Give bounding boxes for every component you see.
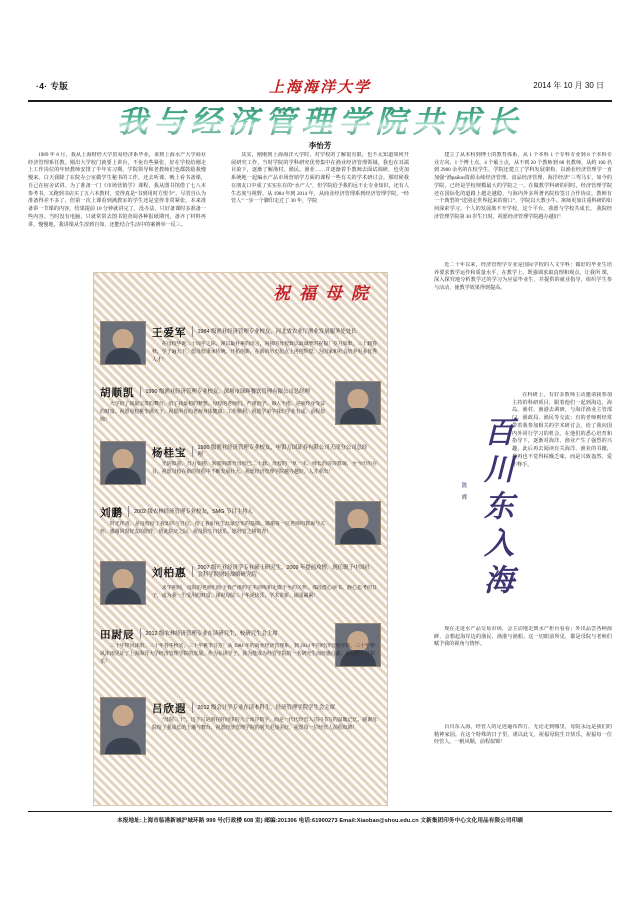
right-column-para-4-text: 百川东入海，经管人的足迹遍布四方。无论走到哪里，母院永远是我们的精神家园。在这个特殊的日子里，谨以此文，祝福母院生日快乐，祝福每一位经管人，一帆风顺，前程似锦！ [434, 724, 612, 746]
alumni-header [152, 323, 381, 341]
alumni-message: 求学期间，母院的老师们给予我严谨的学术训练和无微不至的关怀。那段潜心读书、静心思考的日子，成为我一生受用的财富。谨祝母院三十华诞快乐，学术常新、硕果累累！ [152, 586, 377, 599]
alumni-message: 时光荏苒，是母校给了我知识与自信，给了我职业生涯最坚实的基础。感谢每一位老师的教诲与关怀，感谢同窗好友的陪伴。值此院庆之际，祝母院生日快乐，愿经管之树常青！ [100, 522, 325, 535]
masthead-divider [28, 100, 612, 102]
alumni-header [100, 625, 329, 643]
name-divider [192, 566, 193, 577]
alumni-name: 胡顺凯 [100, 386, 135, 399]
alumni-message: 大学给了我最宝贵的舞台，给了我最初的梦想。母校的老师们，严谨治学、诲人不倦，是我终身受益的财富。祝愿母校桃李满天下，祝愿所有的老师身体健康、工作顺利，祝愿学弟学妹们学业有成、前程似锦！ [100, 402, 325, 423]
alumni-photo [100, 561, 146, 605]
right-column-para-3-text: 现在走进水产品交易市场，会主动地走到水产柜台看看；外出品尝各种海鲜，会想起海岸边的渔民、渔港与渔船。这一切眼前所见，都是母院与老师们赋予我的视角与情怀。 [434, 626, 612, 648]
alumni-meta: 2007 级产业经济学专业硕士研究生，2009 年提前攻博，现任职于中国社会科学院财经战略研究院 [197, 565, 371, 579]
alumni-name: 吕欣遐 [152, 702, 187, 715]
alumni-meta: 2002 级农林经济管理专业校友，SMG 节目主持人 [134, 508, 253, 515]
right-column-para-1-text: 近二十年以来，经济管理学专业是国际学校的人文学科；做好的毕业生培养要求教学运作和质量水平，在教学上，既强调求取真理和观点，让我所 课，深入探究地分析教学过的学习为应届毕业生，并提供的就业指导，组织学生参与活动，使教学效果得到提高。 [434, 262, 612, 292]
page-title: 我与经济管理学院共成长 [0, 107, 640, 138]
alumni-name: 刘鹏 [100, 506, 123, 519]
alumni-header [152, 563, 381, 581]
name-divider [192, 702, 193, 713]
right-column-para-2-text: 在科研上，有好多教师主动邀请我参加主持的科研项目，跟着他们一起到海边、海岛、渔村、渔港去调研，与海洋渔业主管部门、渔政局、渔民等交流；有的老师则经常带着我参加相关的学术研讨会，给了我向国内外同行学习的机会。在他们的悉心培育和指导下，逐渐对海洋、渔业产生了强烈的兴趣，此后再去阅读有关海洋、渔业的书籍，我再也不觉得枯燥乏味，而是兴致盎然、爱不释手。 [512, 392, 612, 468]
alumni-name: 田尉辰 [100, 628, 135, 641]
footer-info: 本报地址:上海市临港新城沪城环路 999 号(行政楼 608 室) 邮编:201306 电话:61900273 Email:Xiaobao@shou.edu.cn 文新集团印务中心文化用品有限公司印刷 [117, 818, 523, 824]
article-column-3-text: 建立了从本科到博士的教育体系，从 1 个本科 1 个专科专业到 8 个本科专业方向、1 个博士点、4 个硕士点，从不到 20 个教师到 88 名教师，从约 100 名到 2900 余名的在校学生。学院还建立了学科发展架构，以渔业经济管理学一直加强“渔район资源永续经济管理、食品经济管理、海洋经济”三驾马车，如今的学院，已经是学校规模最大的学院之一。在做教学科研的同时，经济管理学院还在国际化的道路上越走越稳，与海内外多所著名院校签订合作协议，教师有一个典型的“送别走世界起来的窗口”，学院以大教小牛、寓师更加注重科研的如何深索学习。个人的发展离不开学校，这个平台，我愿与学校共成长。 我院经济管理学院第 30 岁生日时，祝愿经济管理学院越办越好！ [434, 152, 612, 220]
alumni-meta: 1990 级渔业经济管理专业校友，深圳市绿辉餐饮管理有限公司总经理 [145, 388, 310, 395]
issue-date: 2014 年 10 月 30 日 [533, 81, 604, 90]
alumni-meta: 2012 级农林经济管理专业在读研究生，校研究生会主席 [145, 630, 278, 637]
alumni-wishes-panel [93, 272, 388, 806]
alumni-name: 杨桂宝 [152, 446, 187, 459]
masthead [28, 78, 612, 104]
name-divider [140, 386, 141, 397]
alumni-photo [100, 321, 146, 365]
article-column-3 [434, 152, 612, 260]
footer-divider [28, 811, 612, 812]
right-column-para-4 [434, 724, 612, 808]
name-divider [192, 446, 193, 457]
alumni-meta: 1990 级渔业经济管理专业校友，申银万国证券有限公司天津分公司总经理 [197, 445, 368, 459]
alumni-header [152, 443, 381, 461]
right-column-para-1 [434, 262, 612, 390]
alumni-meta: 1984 级渔业经济管理专业校友，河北省农业厅渔业发展服务处处长 [197, 328, 357, 335]
alumni-meta: 2012 级会计学专业在读本科生，经济管理学院学生会主席 [197, 704, 335, 711]
alumni-message: “母院三十”，这不只是刻在时间里的几个冰冷数字，而是一代代经管人共同书写的温暖记忆。感谢母院给了我成长的土壤与舞台，祝愿经济管理学院的明天更加美好，祝愿每一位经管人前程似锦！ [152, 718, 377, 731]
alumni-header [152, 699, 381, 717]
right-column-para-2 [512, 392, 612, 624]
right-column-para-3 [434, 626, 612, 722]
article-column-2-text: 其实，刚刚到上海海洋大学时，对学校的了解很有限，也不太知道如何开展研究工作。当时学院的学科研究优势集中在渔业经济管理领域，我也在耳濡目染下，逐渐了解渔村、渔民、渔业……并逐渐着手教师去面试调研，也更加系统地一起编水产品市场营销学方面的课程一些有关的学术研讨会。那时候我在朋友口中成了实实在在的“水产人”，但学院给予我的远不止专业知识，还有人生态度与视野。从 1984 年到 2014 年，从商业经济管理系到经济管理学院，“经管人”一步一个脚印走过了 30 年，学院 [231, 152, 409, 205]
article-column-1 [28, 152, 206, 260]
alumni-header [100, 503, 329, 521]
name-divider [140, 628, 141, 639]
alumni-photo [335, 381, 381, 425]
vertical-calligraphy-title: 百川东入海 [478, 415, 513, 601]
panel-title: 祝福母院 [273, 284, 377, 304]
alumni-message: 光阴似箭，日月如梭，转眼间离开母校已二十载。母校的一草一木、师长的谆谆教诲，至今历历在目。祝愿母校在新的征程中不断发展壮大，祝愿经济管理学院越办越好，人才辈出！ [152, 462, 377, 475]
alumni-message: 三十年栉风沐雨，三十年春华秋实，三十年桃李芬芳！从 1984 年的商业经济管理系，到 2014 年的经济管理学院，三十年栉风沐雨见证了上海海洋大学经济管理学院的发展。作为在读学子，我为能成为经管学院的一名研究生而倍感自豪。祝母院生日快乐！ [100, 644, 375, 665]
alumni-header [100, 383, 329, 401]
page-label: ·4· 专版 [36, 81, 69, 91]
alumni-photo [335, 501, 381, 545]
alumni-name: 刘柏惠 [152, 566, 187, 579]
article-column-1-text: 1989 年 6 月，我从上海财经大学贸易经济系毕业，来到上海水产大学商业经济管理系任教。刚出大学校门就要上讲台，不免有些紧张，好在学校给刚走上工作岗位的年轻教师安排了半年实习期，学院领导和老教师们也都鼓励我慢慢来。白天我除了在院办公室做学生秘书的工作，还去听课，晚上看书备课，自己在宿舍试讲。为了准备一门《市场营销学》课程，我从图书馆借了七八本参考书，又跑到书店买了五六本教材，觉得真是“书到用时方恨少”。尽管自认为准备得差不多了，但第一次上课看到满教室的学生还是觉得非常紧张。本来准备讲一节课的内容，结果提前 10 分钟就讲完了，没办法，只好备课时多准备一些内容。当时没有电脑，只就常常去图书馆查阅各种报纸期刊，备齐了材料再讲。慢慢地，我讲课从生涩到自如，还能结合生活中的案例举一反三。 [28, 152, 206, 228]
alumni-photo [100, 441, 146, 485]
paper-nameplate: 上海海洋大学 [268, 78, 372, 96]
article-byline: 李怡芳 [308, 141, 332, 150]
article-column-2 [231, 152, 409, 260]
name-divider [192, 326, 193, 337]
alumni-photo [100, 697, 146, 755]
vertical-calligraphy-author: 陈晔 [460, 482, 466, 506]
alumni-message: 在母校华诞三十周年之际，谨以最朴素的语言，向我的母校致以最诚挚的祝福！岁月如歌，三十载春秋，学子遍天下。愿母校秉承传统，开拓创新，在新的历史起点上再创辉煌，为国家和社会培养更多优秀人才！ [152, 342, 377, 363]
name-divider [128, 506, 129, 517]
alumni-name: 王爱军 [152, 326, 187, 339]
